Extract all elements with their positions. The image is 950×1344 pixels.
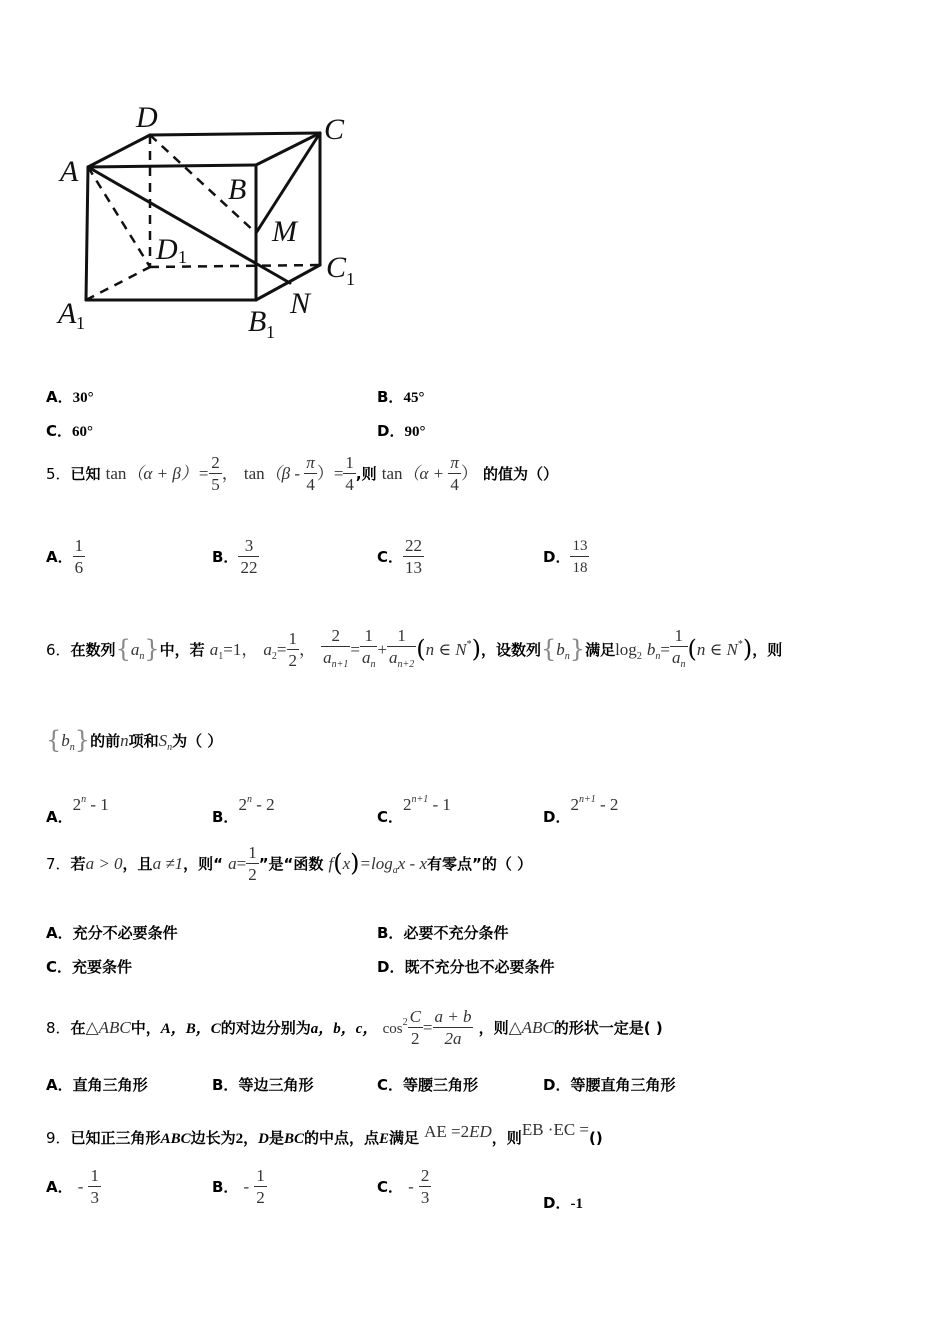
math-expr: a > 0 — [85, 854, 123, 873]
option-letter: A． — [46, 548, 73, 566]
option-expr: $2^{n+1} - 1$ — [403, 794, 451, 814]
question-text: 是 — [268, 1129, 284, 1147]
option-text: 既不充分也不必要条件 — [404, 958, 555, 976]
question-number: 9． — [46, 1129, 71, 1147]
option-fraction: $\frac{2}{3}$ — [420, 1166, 430, 1207]
label-B1-sub: 1 — [266, 322, 275, 342]
label-D1-sub: 1 — [178, 247, 187, 267]
question-text: 项和 — [128, 732, 159, 750]
option-text: 45° — [403, 390, 425, 406]
question-text: 中，若 — [159, 641, 205, 659]
math-expr: （α + β）= — [126, 464, 210, 483]
option-text: 等腰直角三角形 — [570, 1076, 676, 1094]
math-var: n — [120, 731, 129, 750]
fraction: $\frac{a + b}{2a}$ — [434, 1007, 472, 1048]
math-expr: a ≠1 — [152, 854, 184, 873]
option-fraction: $\frac{1}{2}$ — [256, 1166, 265, 1207]
option-text: 直角三角形 — [72, 1076, 148, 1094]
question-text: 满足 — [389, 1129, 420, 1147]
label-C1: C — [326, 251, 347, 284]
question-text: 为（ ） — [172, 732, 223, 750]
question-text: ”是“函数 — [258, 855, 324, 873]
question-text: 在数列 — [70, 641, 116, 659]
q5-option-a[interactable] — [46, 536, 85, 579]
q9-option-d[interactable] — [543, 1192, 583, 1213]
fraction: $\frac{1}{2}$ — [288, 629, 298, 670]
label-D1: D — [156, 233, 178, 266]
question-text: ，则 — [478, 1019, 509, 1037]
fraction: $\frac{C}{2}$ — [409, 1007, 421, 1048]
option-letter: A． — [46, 388, 73, 406]
option-letter: D． — [377, 958, 405, 976]
option-text: 90° — [404, 424, 426, 440]
question-6-cont: $\{b_n\}$的前n项和$S_n$为（ ） — [46, 726, 223, 754]
label-B1: B — [248, 305, 267, 338]
math-expr: ） — [460, 464, 478, 483]
option-letter: D． — [543, 548, 571, 566]
q9-option-b[interactable]: B． - $\frac{1}{2}$ — [212, 1166, 265, 1207]
question-text: ，则 — [491, 1129, 522, 1147]
option-letter: A． — [46, 808, 73, 826]
q8-option-c[interactable] — [377, 1074, 478, 1095]
q4-option-d[interactable] — [377, 420, 425, 441]
math-expr: log — [615, 640, 637, 659]
option-text: 等边三角形 — [238, 1076, 314, 1094]
question-text: 满足 — [585, 641, 616, 659]
q7-option-b[interactable] — [377, 922, 508, 943]
question-text: 中， — [130, 1019, 161, 1037]
q5-option-d[interactable] — [543, 536, 589, 579]
fraction: $\frac{2}{5}$ — [211, 453, 220, 494]
option-letter: B． — [212, 808, 239, 826]
math-expr: （β - — [264, 464, 305, 483]
question-text: ，则 — [752, 641, 783, 659]
option-letter: D． — [543, 1076, 571, 1094]
question-5 — [46, 452, 558, 496]
q5-option-c[interactable] — [377, 536, 424, 579]
question-text: 的形状一定是( ) — [553, 1019, 663, 1037]
option-text: 充分不必要条件 — [72, 924, 178, 942]
question-text: ,则 — [355, 465, 377, 483]
math-var: a — [263, 640, 272, 659]
label-N: N — [290, 287, 311, 320]
option-letter: D． — [543, 1194, 571, 1212]
math-expr: △ABC — [85, 1018, 131, 1037]
option-letter: D． — [543, 808, 571, 826]
question-text: 的中点，点 — [303, 1129, 379, 1147]
q9-option-c[interactable]: C． - $\frac{2}{3}$ — [377, 1166, 430, 1207]
question-text: () — [589, 1129, 603, 1147]
option-fraction: $\frac{22}{13}$ — [405, 536, 423, 577]
label-M: M — [272, 215, 297, 248]
option-letter: C． — [46, 958, 73, 976]
q7-option-d[interactable] — [377, 956, 554, 977]
math-var: a — [209, 640, 219, 659]
option-text: 30° — [72, 390, 94, 406]
math-expr: EB ·EC = — [521, 1120, 590, 1139]
tan-text: tan — [105, 464, 127, 483]
cube-figure — [40, 95, 370, 355]
tan-text: tan — [381, 464, 403, 483]
q8-option-d[interactable] — [543, 1074, 675, 1095]
option-text: 必要不充分条件 — [403, 924, 509, 942]
option-letter: A． — [46, 1076, 73, 1094]
question-text: 已知 — [70, 465, 101, 483]
question-6: 6．在数列$\{a_n\}$中，若 $a_1=1$， $a_2=$ $\frac{1}{2}$ ， $\frac{2}{a_{n+1}}$ = $\frac{1}{a_n}$ + $\frac{1}{a_{n+2}}$ (n ∈ N*)，设数列$\{b_n\}$满足$\log_2 b_n=$ $\frac{1}{a_n}$ (n ∈ N*)，则 — [46, 620, 782, 682]
option-letter: B． — [377, 924, 404, 942]
question-text: ，则“ — [183, 855, 224, 873]
math-expr: = — [276, 640, 287, 659]
question-text: 的值为（） — [483, 465, 559, 483]
question-number: 7． — [46, 855, 71, 873]
option-expr: 2$^n$ - 1 — [72, 794, 109, 814]
option-text: 充要条件 — [72, 958, 133, 976]
option-letter: B． — [212, 548, 239, 566]
question-number: 5． — [46, 465, 71, 483]
q6-option-c[interactable] — [377, 778, 451, 839]
option-letter: B． — [212, 1076, 239, 1094]
option-letter: D． — [377, 422, 405, 440]
label-B: B — [228, 173, 247, 206]
q8-option-a[interactable] — [46, 1074, 148, 1095]
option-letter: C． — [46, 422, 73, 440]
q4-option-b[interactable] — [377, 386, 424, 407]
math-var: a — [130, 640, 140, 659]
question-text: 边长为 — [190, 1129, 236, 1147]
option-letter: B． — [377, 388, 404, 406]
option-expr: $2^{n+1} - 2$ — [570, 794, 619, 814]
q5-option-b[interactable] — [212, 536, 259, 579]
question-text: 的对边分别为 — [220, 1019, 311, 1037]
option-letter: A． — [46, 1178, 73, 1196]
option-letter: C． — [377, 548, 404, 566]
option-fraction: $\frac{13}{18}$ — [572, 538, 588, 576]
math-expr: ）= — [316, 464, 344, 483]
label-A1: A — [58, 297, 77, 330]
fraction: $\frac{1}{4}$ — [345, 453, 354, 494]
fraction: $\frac{\pi}{4}$ — [306, 453, 315, 494]
question-text: 有零点”的（ ） — [427, 855, 533, 873]
fraction: $\frac{1}{a_n}$ — [672, 625, 686, 670]
option-fraction: $\frac{1}{6}$ — [74, 536, 84, 577]
fraction: $\frac{2}{a_{n+1}}$ — [323, 625, 349, 670]
math-expr: n ∈ N — [425, 640, 467, 659]
cube-diagram — [40, 95, 370, 355]
q9-option-a[interactable]: A． - $\frac{1}{3}$ — [46, 1166, 99, 1207]
option-letter: C． — [377, 1076, 404, 1094]
label-D: D — [136, 101, 158, 134]
label-C1-sub: 1 — [346, 269, 355, 289]
option-fraction: $\frac{1}{3}$ — [90, 1166, 99, 1207]
q4-option-a[interactable] — [46, 386, 94, 407]
math-var: S — [158, 731, 168, 750]
question-text: ，设数列 — [480, 641, 541, 659]
label-C: C — [324, 113, 345, 146]
option-expr: 2$^n$ - 2 — [238, 794, 275, 814]
q7-option-c[interactable] — [46, 956, 132, 977]
label-A1-sub: 1 — [76, 313, 85, 333]
question-text: 的前 — [90, 732, 121, 750]
question-text: 若 — [70, 855, 86, 873]
cos-text: cos — [382, 1021, 403, 1037]
question-number: 8． — [46, 1019, 71, 1037]
q6-option-b[interactable] — [212, 778, 275, 839]
question-text: 已知正三角形 — [70, 1129, 161, 1147]
fraction: $\frac{1}{a_{n+2}}$ — [389, 625, 415, 670]
option-text: -1 — [570, 1196, 583, 1212]
math-var: f — [328, 854, 334, 873]
math-expr: =1， — [223, 640, 259, 659]
option-letter: B． — [212, 1178, 239, 1196]
math-expr: （α + — [402, 464, 449, 483]
option-letter: C． — [377, 1178, 404, 1196]
option-letter: C． — [377, 808, 404, 826]
label-A: A — [60, 155, 79, 188]
fraction: $\frac{1}{2}$ — [248, 843, 257, 884]
question-8: 8．在△ABC中，A，B，C的对边分别为a，b，c， $\cos^2$ $\frac{C}{2}$ = $\frac{a + b}{2a}$ ，则△ABC的形状一定是( ) — [46, 1007, 663, 1048]
q4-option-c[interactable] — [46, 420, 93, 441]
question-number: 6． — [46, 641, 71, 659]
q8-option-b[interactable] — [212, 1074, 313, 1095]
question-9: 9．已知正三角形ABC边长为2，D是BC的中点，点E满足 AE =2ED，则EB ·EC =() — [46, 1120, 603, 1147]
question-7: 7．若a > 0，且a ≠1，则“ a= $\frac{1}{2}$ ”是“函数 $f(x)=\log_ax - x$有零点”的（ ） — [46, 843, 533, 884]
q6-option-d[interactable] — [543, 778, 618, 839]
question-text: 在 — [70, 1019, 86, 1037]
question-text: ，且 — [122, 855, 153, 873]
separator: ， — [221, 464, 239, 483]
option-letter: A． — [46, 924, 73, 942]
fraction: $\frac{\pi}{4}$ — [450, 453, 459, 494]
option-text: 等腰三角形 — [403, 1076, 479, 1094]
option-text: 60° — [72, 424, 94, 440]
fraction: $\frac{1}{a_n}$ — [361, 625, 376, 670]
q6-option-a[interactable] — [46, 778, 109, 839]
tan-text: tan — [243, 464, 265, 483]
q7-option-a[interactable] — [46, 922, 178, 943]
option-fraction: $\frac{3}{22}$ — [240, 536, 258, 577]
math-expr: AE =2 — [424, 1122, 470, 1141]
